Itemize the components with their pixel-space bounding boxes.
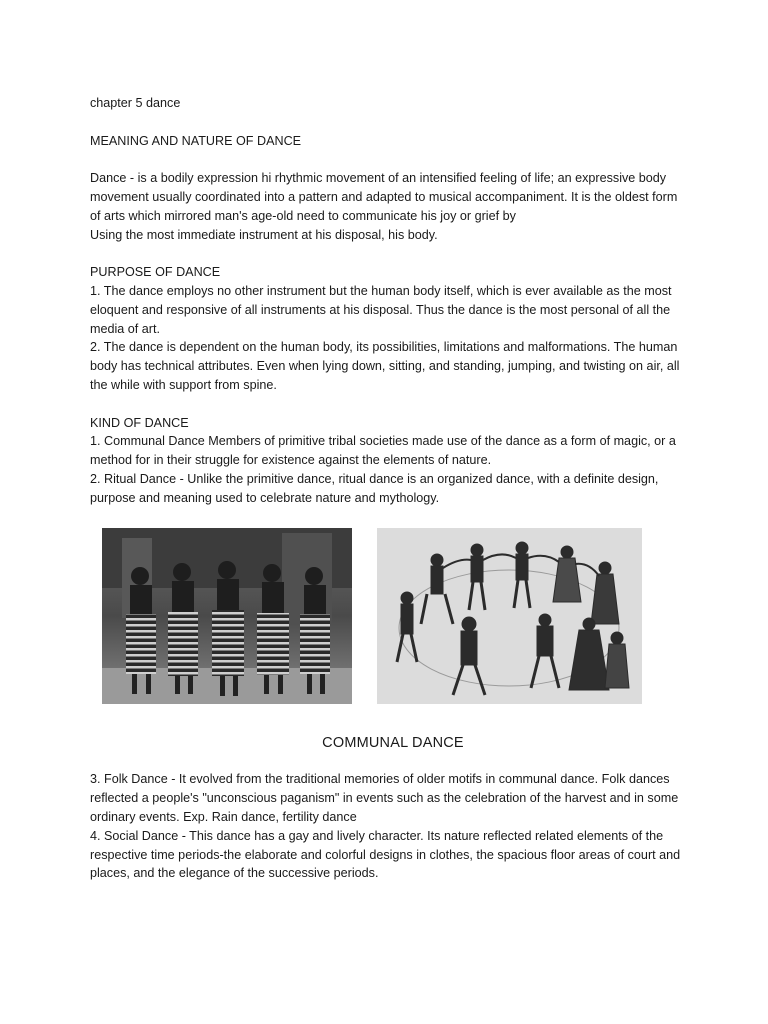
heading-kind: KIND OF DANCE — [90, 415, 189, 430]
meaning-paragraph: Dance - is a bodily expression hi rhythmic movement of an intensified feeling of life; an expressive body movement usually coordinated into a pattern and adapted to musical accompaniment. It is the oldest form of arts which mirrored man's age-old need to communicate his joy or grief by — [90, 171, 678, 223]
purpose-item-2: 2. The dance is dependent on the human body, its possibilities, limitations and malformations. The human body has technical attributes. Even when lying down, sitting, and standing, jumping, and twisting on air, all the while with support from spine. — [90, 340, 680, 392]
meaning-paragraph-cont: Using the most immediate instrument at his disposal, his body. — [90, 227, 438, 242]
chapter-title: chapter 5 dance — [90, 96, 181, 110]
purpose-item-1: 1. The dance employs no other instrument but the human body itself, which is ever available as the most eloquent and responsive of all instruments at his disposal. Thus the dance is the most personal of all the media of art. — [90, 283, 672, 336]
kind-item-3: 3. Folk Dance - It evolved from the traditional memories of older motifs in communal dance. Folk dances reflected a people's "unconscious paganism" in events such as the celebration of the harvest and in some ordinary events. Exp. Rain dance, fertility dance — [90, 772, 679, 824]
heading-meaning: MEANING AND NATURE OF DANCE — [90, 133, 302, 148]
tribal-dancers-photo — [102, 528, 352, 704]
kind-item-4: 4. Social Dance - This dance has a gay and lively character. Its nature reflected related elements of the respective time periods-the elaborate and colorful designs in clothes, the spacious floor areas of court and places, and the elegance of the successive periods. — [90, 828, 681, 881]
kind-item-2: 2. Ritual Dance - Unlike the primitive dance, ritual dance is an organized dance, with a definite design, purpose and meaning used to celebrate nature and mythology. — [90, 471, 659, 505]
image-caption: COMMUNAL DANCE — [322, 734, 464, 751]
circle-dance-illustration — [377, 528, 642, 704]
kind-item-1: 1. Communal Dance Members of primitive tribal societies made use of the dance as a form of magic, or a method for in their struggle for existence against the elements of nature. — [90, 434, 676, 468]
photo-row — [90, 514, 690, 710]
heading-purpose: PURPOSE OF DANCE — [90, 265, 221, 280]
document-page — [90, 94, 690, 883]
